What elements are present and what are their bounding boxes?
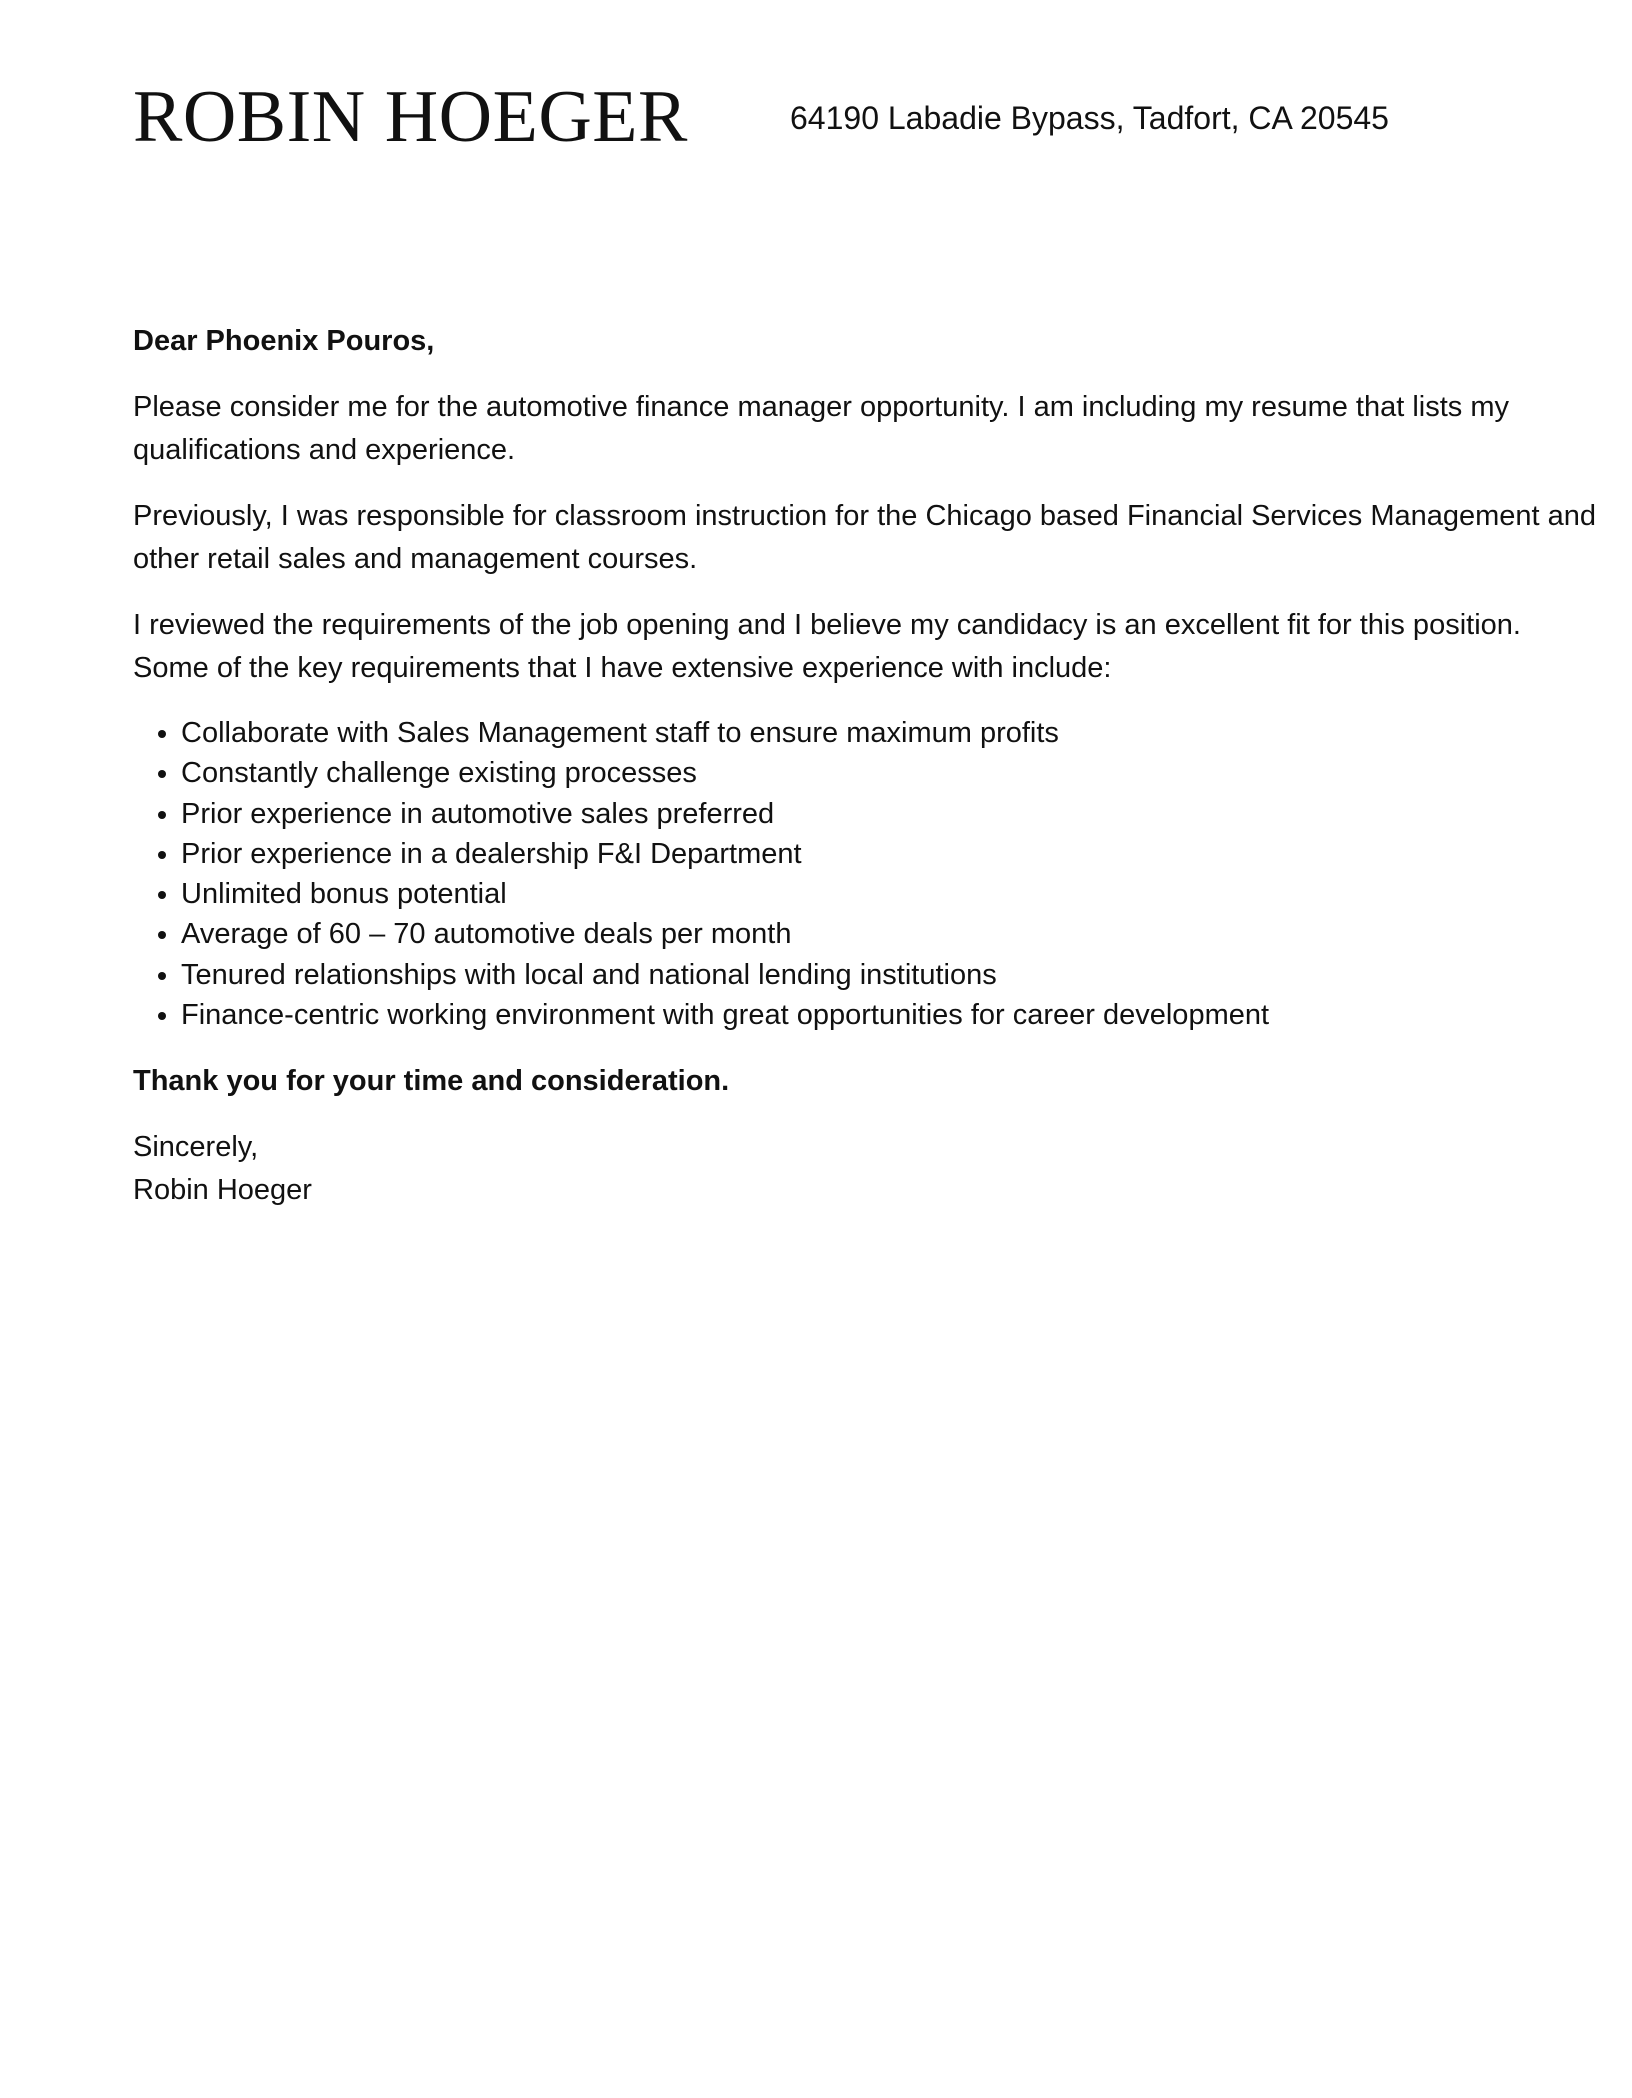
signature-block: [133, 1126, 1603, 1212]
greeting: Dear Phoenix Pouros,: [133, 325, 435, 357]
applicant-address: 64190 Labadie Bypass, Tadfort, CA 20545: [790, 100, 1389, 136]
requirements-list: [133, 713, 1603, 1035]
list-item: • Constantly challenge existing processes: [181, 753, 1603, 793]
paragraph-requirements: I reviewed the requirements of the job opening and I believe my candidacy is an excellent fit for this position. Some of the key requirements that I have extensive experience with include:: [133, 609, 1521, 684]
list-item: • Prior experience in automotive sales preferred: [181, 794, 1603, 834]
list-item: • Average of 60 – 70 automotive deals per month: [181, 914, 1603, 954]
list-item: • Unlimited bonus potential: [181, 874, 1603, 914]
list-item: • Tenured relationships with local and national lending institutions: [181, 955, 1603, 995]
letter-body: [133, 320, 1603, 1212]
list-item: • Collaborate with Sales Management staff to ensure maximum profits: [181, 713, 1603, 753]
signoff: Sincerely,: [133, 1131, 259, 1164]
signature-name: Robin Hoeger: [133, 1174, 312, 1207]
paragraph-experience: Previously, I was responsible for classroom instruction for the Chicago based Financial Services Management and other retail sales and management courses.: [133, 500, 1597, 575]
applicant-name: ROBIN HOEGER: [133, 76, 688, 158]
list-item: • Prior experience in a dealership F&I Department: [181, 834, 1603, 874]
paragraph-intro: Please consider me for the automotive finance manager opportunity. I am including my resume that lists my qualifications and experience.: [133, 391, 1509, 466]
list-item: • Finance-centric working environment with great opportunities for career development: [181, 995, 1603, 1035]
closing-line: Thank you for your time and consideration.: [133, 1065, 730, 1098]
